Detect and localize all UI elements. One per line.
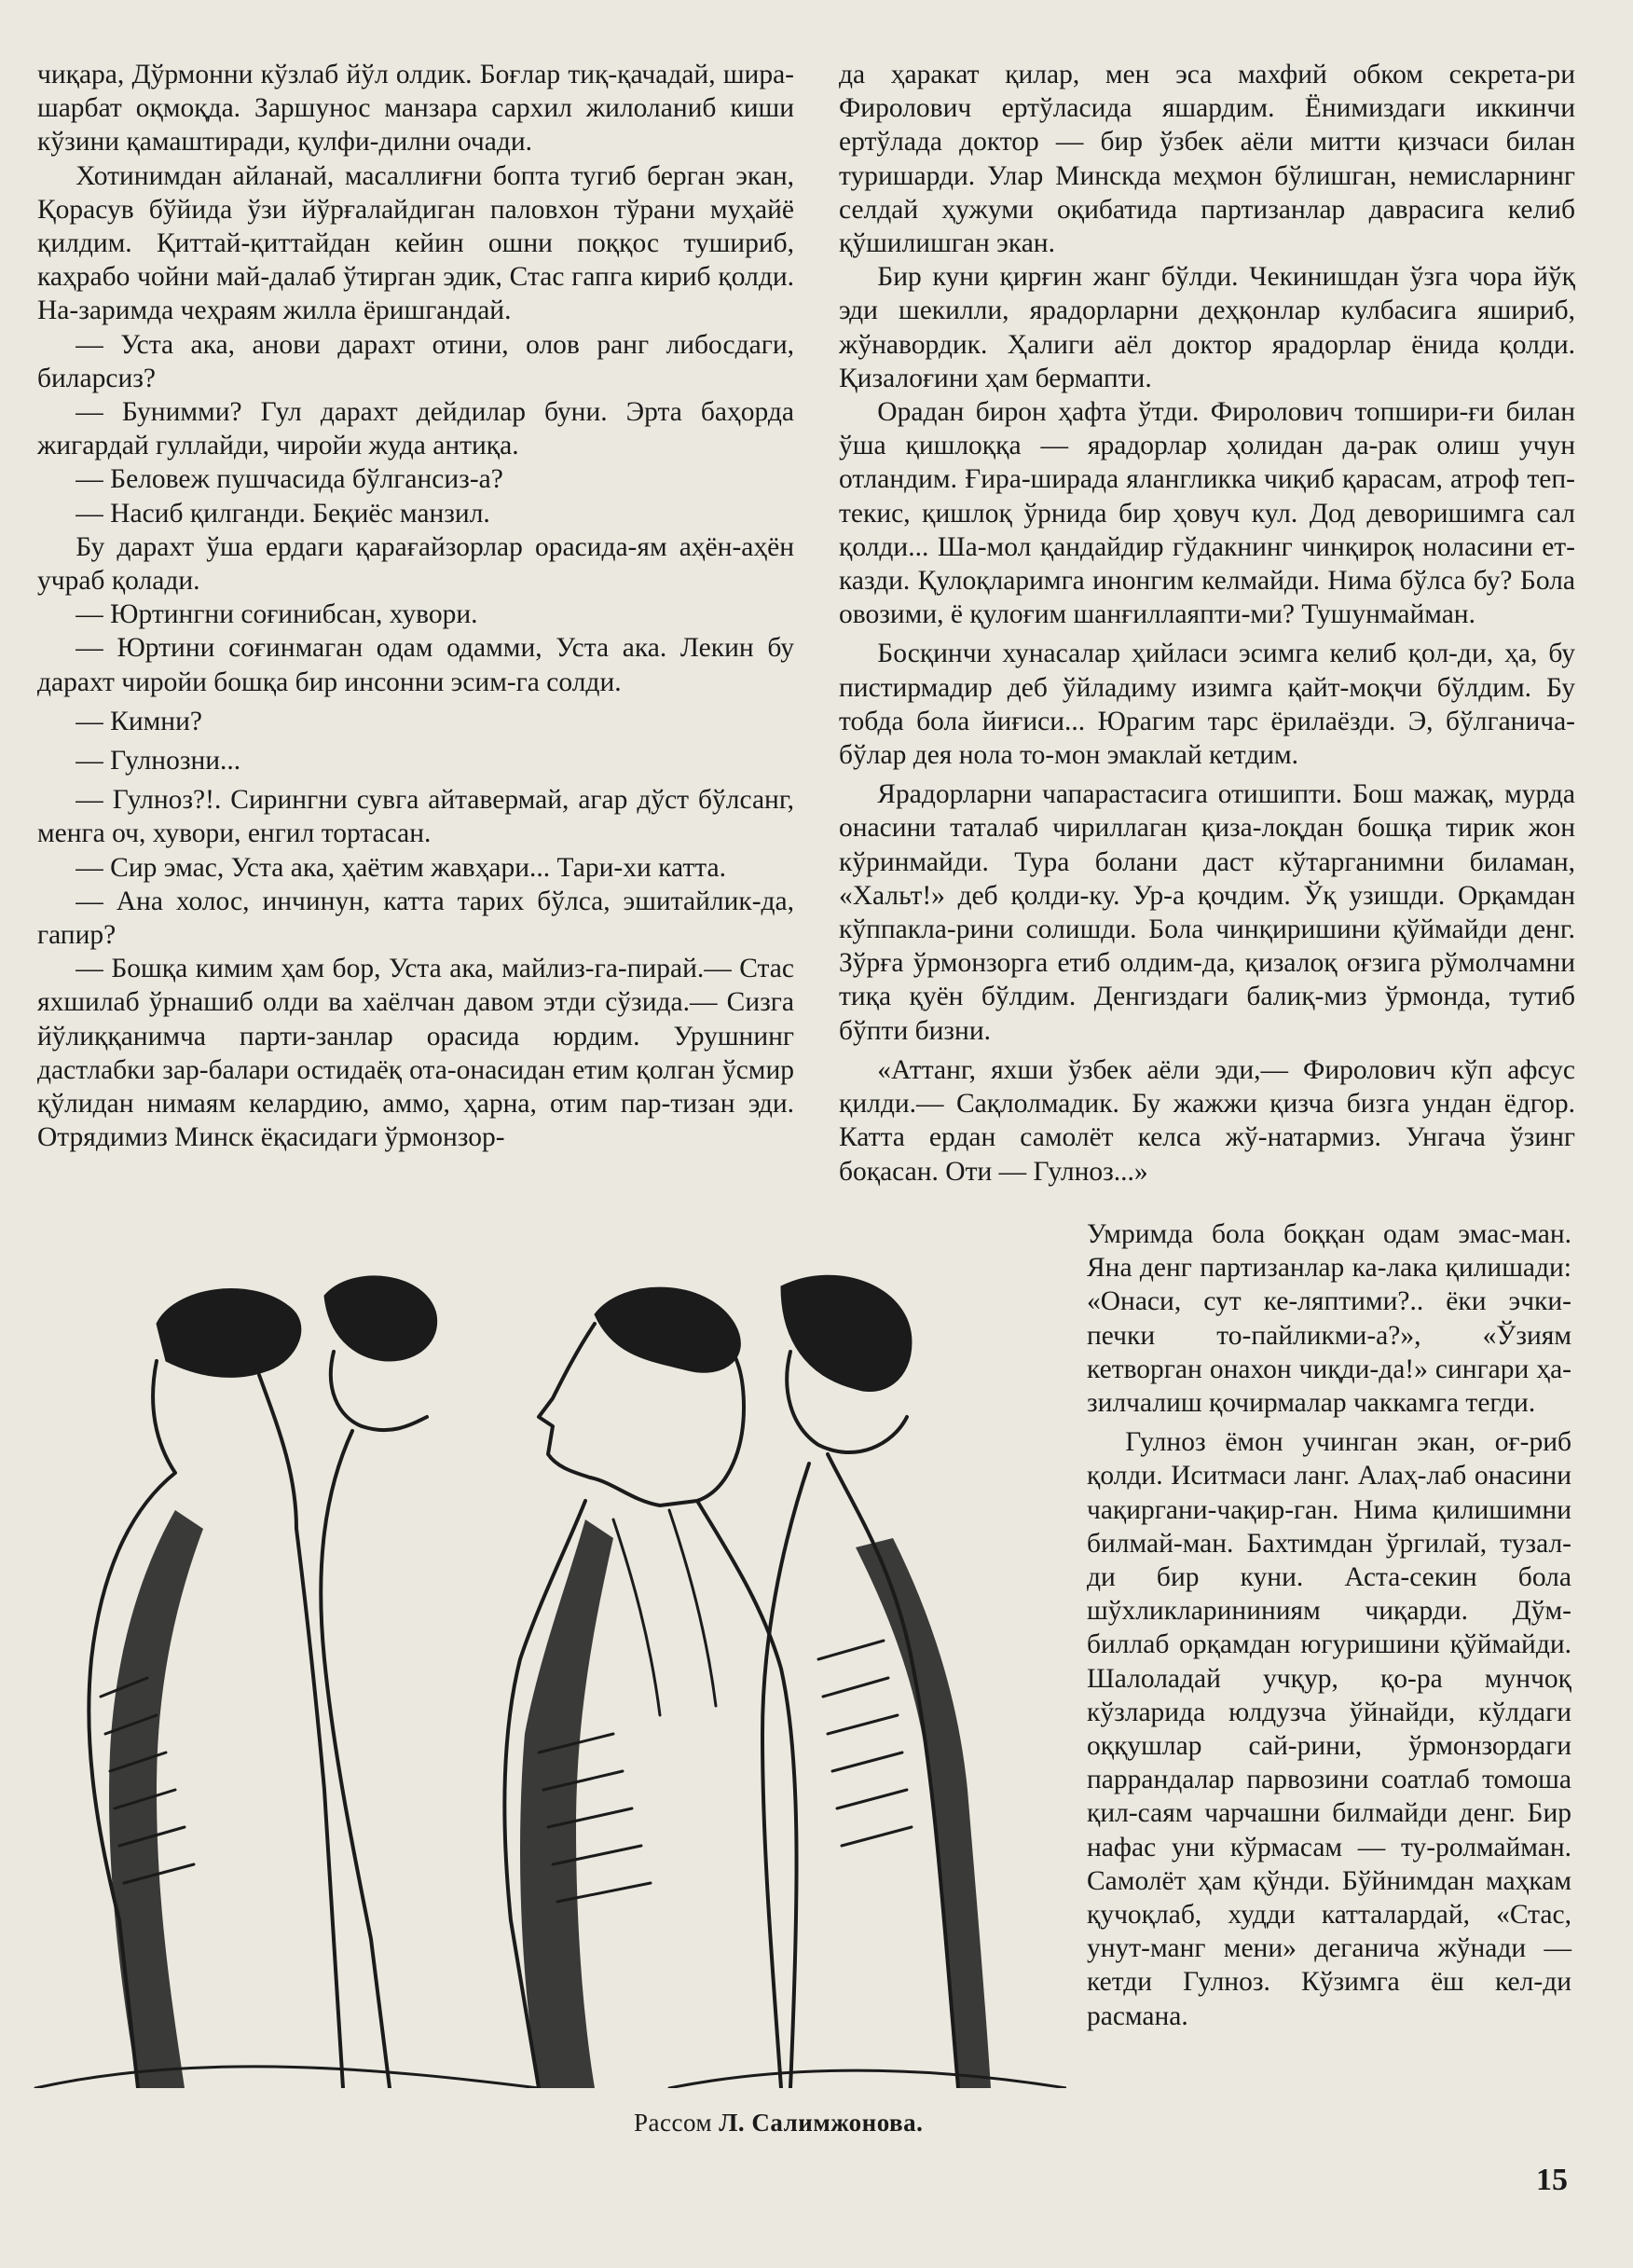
paragraph: — Гулнозни... [75,746,241,777]
article-column-left [37,58,794,1155]
paragraph: — Уста ака, анови дарахт отини, олов ранг либосдаги, биларсиз? [37,329,794,393]
figure-hair-right [781,1275,912,1391]
paragraph: Бу дарахт ўша ердаги қарағайзорлар орасида-ям аҳён-аҳён учраб қолади. [37,531,794,597]
paragraph: да ҳаракат қилар, мен эса махфий обком секрета-ри Фиролович ертўласида яшардим. Ёнимиздаги иккинчи ертўлада доктор — бир ўзбек аёли митти қизчаси билан туришарди. Улар Минскда меҳмон бўлишган, немисларнинг селдай ҳужуми оқибатида партизанлар даврасига келиб қўшилишган экан. [839,60,1575,259]
paragraph: Орадан бирон ҳафта ўтди. Фиролович топшири-ғи билан ўша қишлоққа — ярадорлар ҳолидан да-рак олиш учун отландим. Ғира-ширада ялангликка чиқиб қарасам, атроф теп-текис, қишлоқ ўрнида бир ҳовуч кул. Дод деворишимга сал қолди... Ша-мол қандайдир гўдакнинг чинқироқ ноласини ет-казди. Қулоқларимга инонгим келмайди. Нима бўлса бу? Бола овозими, ё қулоғим шанғиллаяпти-ми? Тушунмайман. [839,397,1575,630]
paragraph: — Ана холос, инчинун, катта тарих бўлса, эшитайлик-да, гапир? [37,886,794,951]
paragraph: — Бунимми? Гул дарахт дейдилар буни. Эрта баҳорда жигардай гуллайди, чиройи жуда антиқа. [37,397,794,461]
paragraph: — Насиб қилганди. Беқиёс манзил. [75,498,490,529]
article-column-narrow [1087,1217,1571,2033]
paragraph: Хотинимдан айланай, масаллиғни бопта тугиб берган экан, Қорасув бўйида ўзи йўрғалайдиган паловхон тўрани муҳайё қилдим. Қиттай-қиттайдан кейин ошни поққос тушириб, каҳрабо чойни май-далаб ўтирган эдик, Стас гапга кириб қолди. На-заримда чеҳраям жилла ёришгандай. [37,160,794,326]
paragraph: Босқинчи хунасалар ҳийласи эсимга келиб қол-ди, ҳа, бу пистирмадир деб ўйладиму изимга қайт-моқчи бўлдим. Бу тобда бола йиғиси... Юрагим тарс ёрилаёзди. Э, бўлганича-бўлар дея нола то-мон эмаклай кетдим. [839,639,1575,771]
paragraph: — Сир эмас, Уста ака, ҳаётим жавҳари... Тари-хи катта. [75,852,726,883]
paragraph: Ярадорларни чапарастасига отишипти. Бош мажақ, мурда онасини таталаб чириллаган қиза-лоқдан бошқа тирик жон кўринмайди. Тура болани даст кўтарганимни биламан, «Хальт!» деб қолди-ку. Ур-а қочдим. Ўқ узишди. Орқамдан кўппакла-рини солишди. Бола чинқиришини қўймайди денг. Зўрға ўрмонзорга етиб олдим-да, қизалоқ оғзига рўмолчамни тиқа қуён бўлдим. Денгиздаги балиқ-миз ўрмонда, тутиб бўпти бизни. [839,779,1575,1046]
illustration-partisans [17,1268,1066,2088]
paragraph: — Бошқа кимим ҳам бор, Уста ака, майлиз-га-пирай.— Стас яхшилаб ўрнашиб олди ва хаёлчан давом этди сўзида.— Сизга йўлиққанимча парти-занлар орасида юрдим. Урушнинг дастлабки зар-балари остидаёқ ота-онасидан етим қолган ўсмир қўлидан нимаям келардию, аммо, ҳарна, отим пар-тизан эди. Отрядимиз Минск ёқасидаги ўрмонзор- [37,954,794,1153]
figure-hair-second [324,1276,437,1361]
paragraph: Гулноз ёмон учинган экан, оғ-риб қолди. Иситмаси ланг. Алаҳ-лаб онасини чақиргани-чақир-ган. Нима қилишимни билмай-ман. Бахтимдан ўргилай, тузал-ди бир куни. Аста-секин бола шўхликларининиям чиқарди. Дўм-биллаб орқамдан югуришини қўймайди. Шалоладай учқур, қо-ра мунчоқ кўзларида юлдузча ўйнайди, кўлдаги оққушлар сай-рини, ўрмонзордаги паррандалар парвозини соатлаб томоша қил-саям чарчашни билмайди денг. Бир нафас уни кўрмасам — ту-ролмайман. Самолёт ҳам қўнди. Бўйнимдан маҳкам қучоқлаб, худди катталардай, «Стас, унут-манг мени» деганича жўнади — кетди Гулноз. Кўзимга ёш кел-ди расмана. [1087,1427,1571,2031]
article-column-right [839,58,1575,1189]
illustration-caption [634,2109,923,2137]
caption-artist: Л. Салимжонова. [719,2109,924,2137]
paragraph: — Кимни? [75,706,202,736]
paragraph: — Юртингни соғинибсан, хувори. [75,599,478,630]
figure-hair-left [157,1289,301,1378]
paragraph: чиқара, Дўрмонни кўзлаб йўл олдик. Боғлар тиқ-қачадай, шира-шарбат оқмоқда. Заршунос манзара сархил жилоланиб киши кўзини қамаштиради, қулфи-дилни очади. [37,60,794,158]
paragraph: — Беловеж пушчасида бўлгансиз-а? [75,464,503,495]
caption-prefix: Рассом [634,2109,720,2137]
paragraph: — Юртини соғинмаган одам одамми, Уста ака. Лекин бу дарахт чиройи бошқа бир инсонни эсим-га солди. [37,633,794,697]
paragraph: Умримда бола боққан одам эмас-ман. Яна денг партизанлар ка-лака қилишади: «Онаси, сут ке-ляптими?.. ёки эчки-печки то-пайликми-а?», «Ўзиям кетворган онахон чиқди-да!» сингари ҳа-зилчалиш қочирмалар чаккамга тегди. [1087,1219,1571,1419]
page-number: 15 [1536,2163,1568,2197]
paragraph: — Гулноз?!. Сирингни сувга айтавермай, агар дўст бўлсанг, менга оч, хувори, енгил тортасан. [37,785,794,849]
paragraph: «Аттанг, яхши ўзбек аёли эди,— Фиролович кўп афсус қилди.— Сақлолмадик. Бу жажжи қизча бизга ундан ёдгор. Катта ердан самолёт келса жў-натармиз. Унгача ўзинг боқасан. Оти — Гулноз...» [839,1054,1575,1187]
figure-hair-central [595,1287,740,1372]
paragraph: Бир куни қирғин жанг бўлди. Чекинишдан ўзга чора йўқ эди шекилли, ярадорларни деҳқонлар кулбасига яшириб, жўнавордик. Ҳалиги аёл доктор ярадорлар ёнида қолди. Қизалоғини ҳам бермапти. [839,262,1575,393]
